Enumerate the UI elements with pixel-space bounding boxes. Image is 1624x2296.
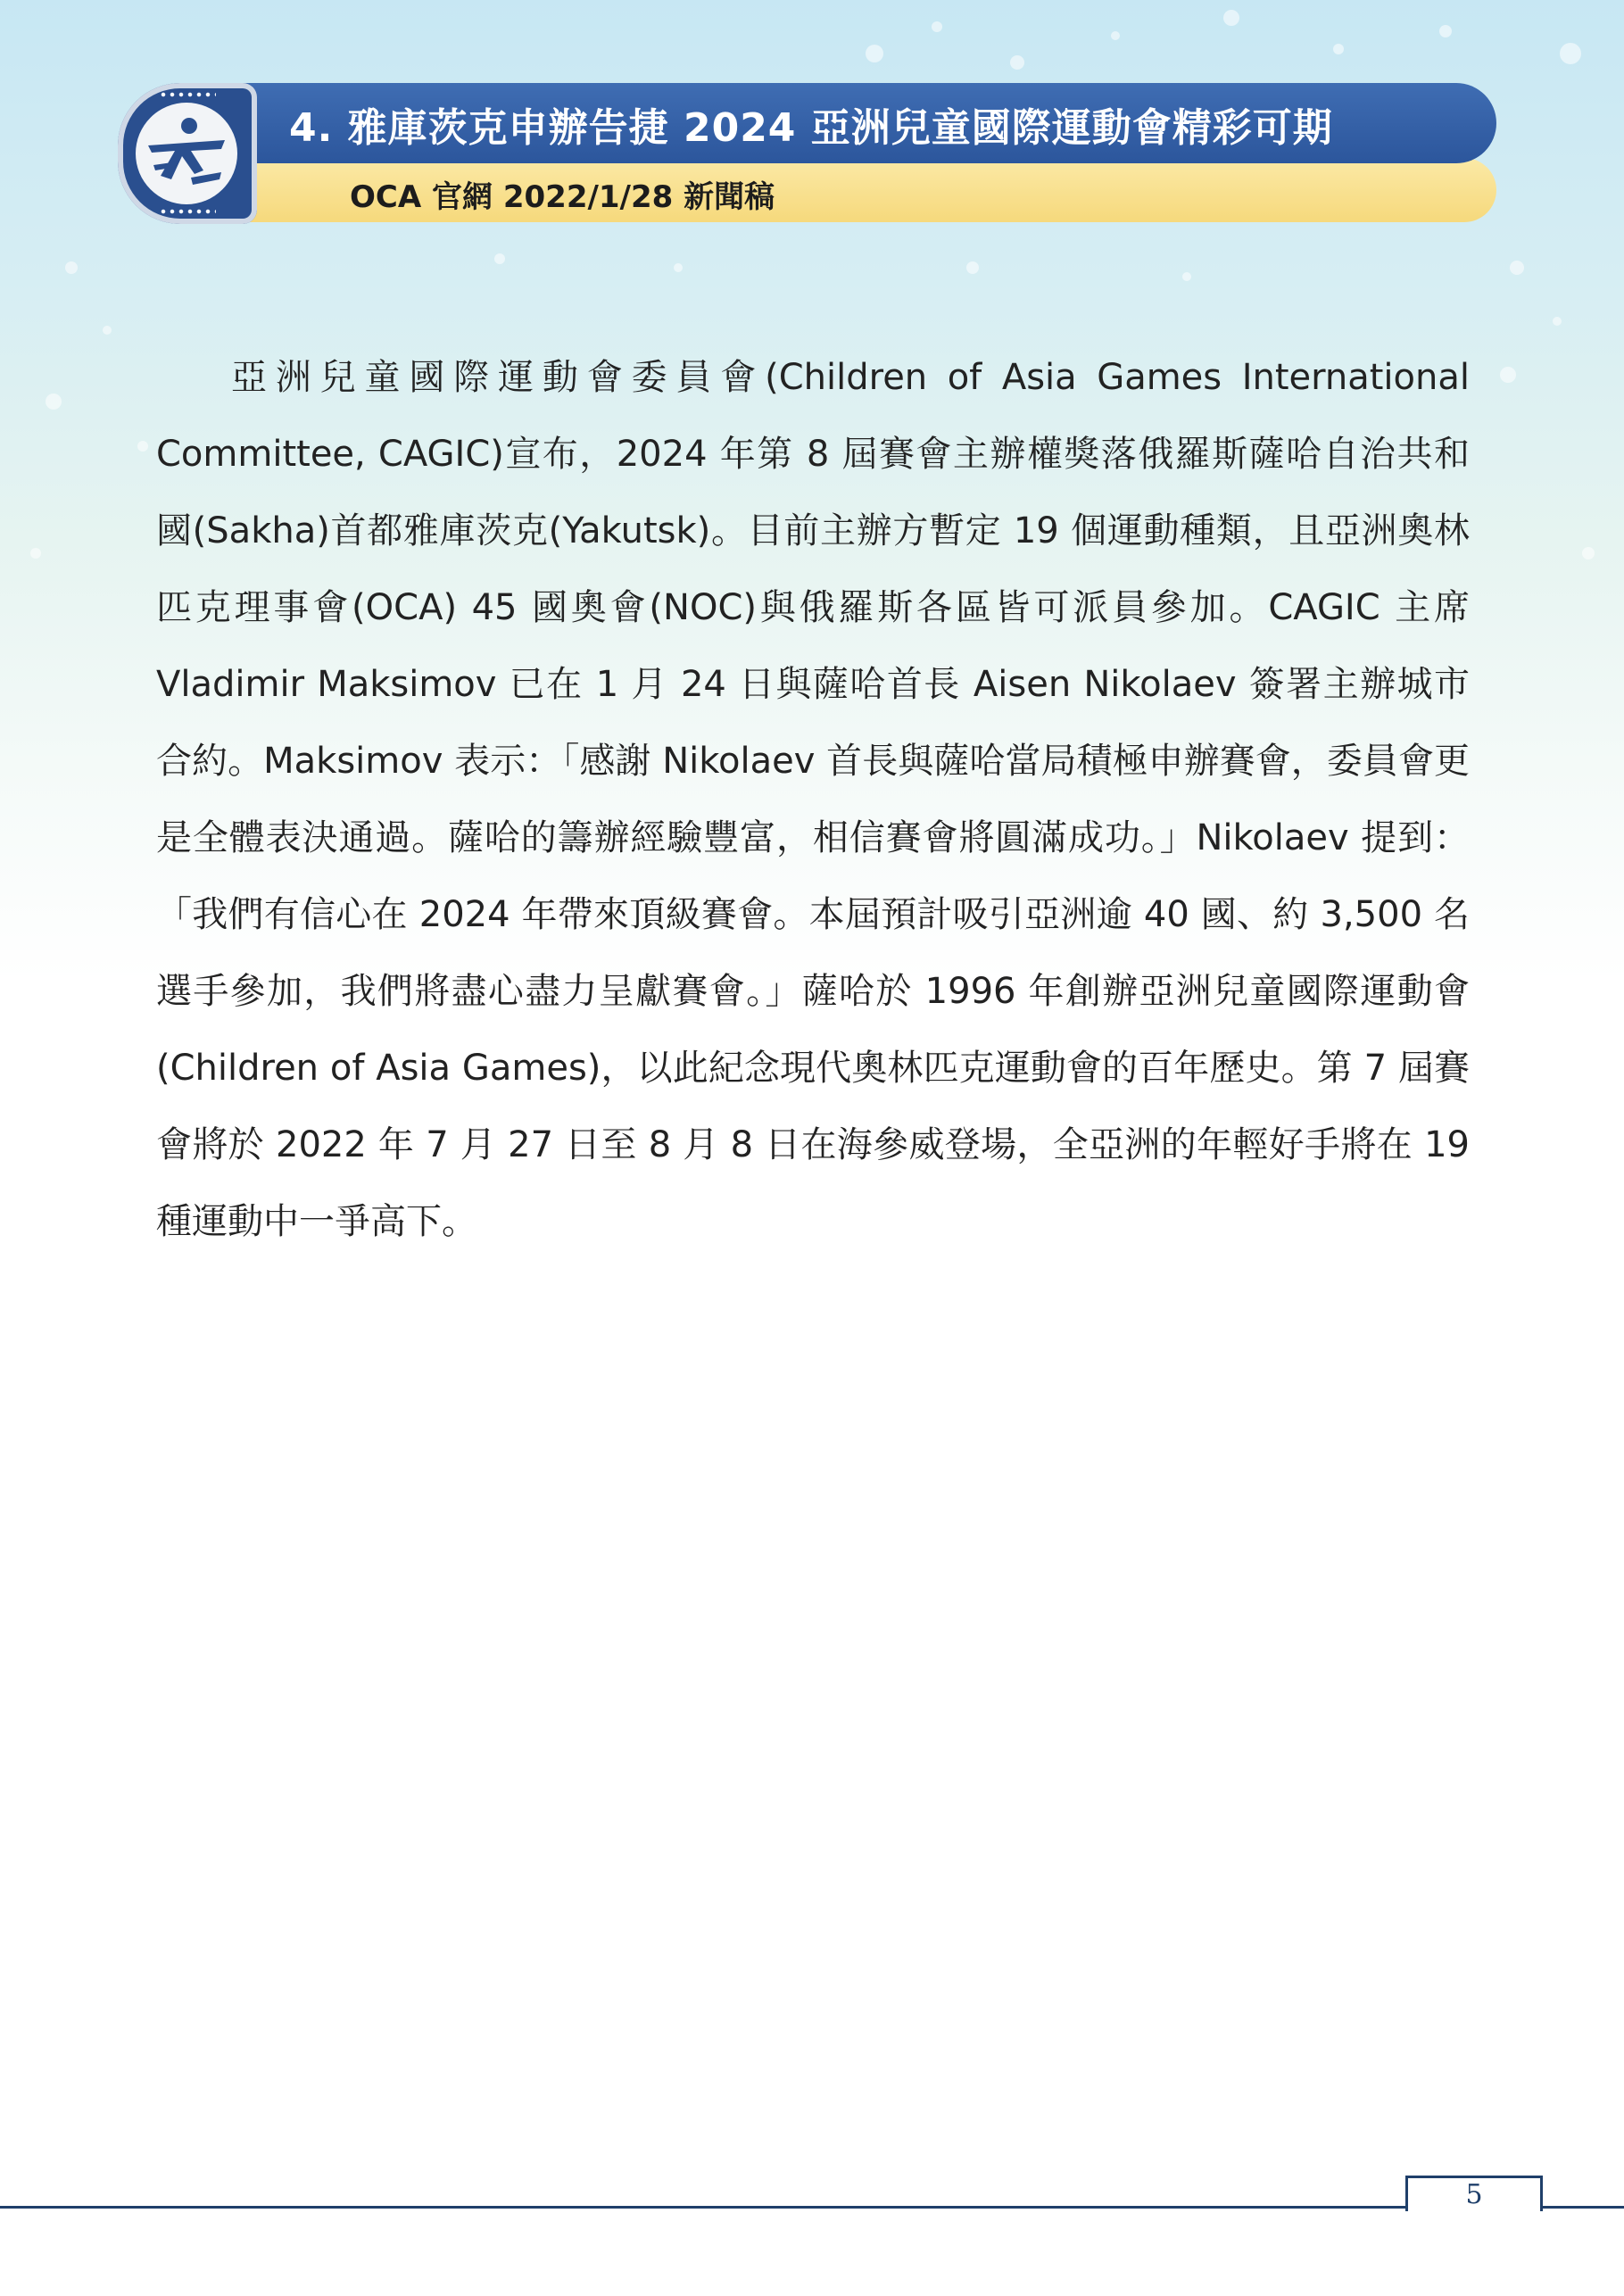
page-number: 5	[1465, 2179, 1483, 2210]
badge-dots-top	[159, 92, 216, 97]
badge-dots-bottom	[159, 209, 216, 214]
badge-circle	[136, 103, 237, 204]
section-badge	[118, 83, 257, 224]
athlete-logo-icon	[136, 103, 237, 204]
article-body: 亞洲兒童國際運動會委員會(Children of Asia Games International Committee, CAGIC)宣布，2024 年第 8 屆賽會主辦權獎落俄羅斯薩哈自治共和國(Sakha)首都雅庫茨克(Yakutsk)。目前主辦方暫定 19 個運動種類，且亞洲奧林匹克理事會(OCA) 45 國奧會(NOC)與俄羅斯各區皆可派員參加。CAGIC 主席 Vladimir Maksimov 已在 1 月 24 日與薩哈首長 Aisen Nikolaev 簽署主辦城市合約。Maksimov 表示：「感謝 Nikolaev 首長與薩哈當局積極申辦賽會，委員會更是全體表決通過。薩哈的籌辦經驗豐富，相信賽會將圓滿成功。」Nikolaev 提到：「我們有信心在 2024 年帶來頂級賽會。本屆預計吸引亞洲逾 40 國、約 3,500 名選手參加，我們將盡心盡力呈獻賽會。」薩哈於 1996 年創辦亞洲兒童國際運動會(Children of Asia Games)，以此紀念現代奧林匹克運動會的百年歷史。第 7 屆賽會將於 2022 年 7 月 27 日至 8 月 8 日在海參威登場，全亞洲的年輕好手將在 19 種運動中一爭高下。	[156, 357, 1470, 1242]
page-subtitle: OCA 官網 2022/1/28 新聞稿	[350, 179, 775, 215]
page-title: 4. 雅庫茨克申辦告捷 2024 亞洲兒童國際運動會精彩可期	[289, 105, 1333, 151]
footer-rule	[0, 2206, 1624, 2209]
section-header-banner	[118, 83, 1496, 226]
